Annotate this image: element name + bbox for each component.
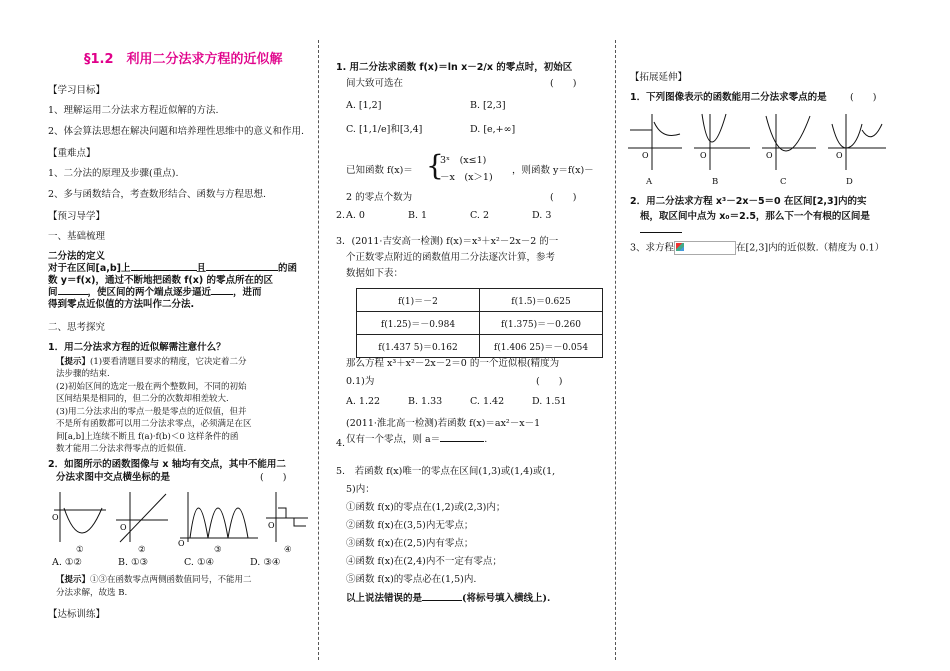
question: 分法求图中交点横坐标的是 [56, 472, 171, 483]
question: 仅有一个零点，则 a＝ . [346, 434, 488, 445]
option: B. [2,3] [470, 100, 506, 111]
table-cell: f(1.375)＝－0.260 [480, 312, 603, 335]
graph-label: ③ [214, 545, 222, 555]
question: 2 的零点个数为 [346, 192, 413, 203]
answer-paren: ( ) [550, 192, 577, 203]
table-cell: f(1.437 5)＝0.162 [357, 335, 480, 358]
question: 2．用二分法求方程 x³－2x－5＝0 在区间[2,3]内的实 [630, 196, 867, 207]
axis-origin: O [268, 521, 275, 530]
section-header: 【达标训练】 [48, 609, 106, 620]
subsection-header: 二、思考探究 [48, 322, 106, 333]
question: 5)内： [346, 484, 375, 495]
subsection-header: 一、基础梳理 [48, 231, 106, 242]
option: D. 1.51 [532, 396, 567, 407]
axis-origin: O [642, 151, 649, 160]
question-number: 2. [336, 210, 346, 221]
option: D. 3 [532, 210, 552, 221]
column-right [622, 0, 892, 671]
table-row [357, 289, 603, 312]
statement: ③函数 f(x)在(2,5)内有零点； [346, 538, 474, 549]
question: (2011·淮北高一检测)若函数 f(x)＝ax²－x－1 [346, 418, 541, 429]
question: 数据如下表： [346, 268, 404, 279]
table-row [357, 312, 603, 335]
axis-origin: O [120, 523, 127, 532]
table-cell: f(1)＝－2 [357, 289, 480, 312]
answer-paren: ( ) [550, 78, 577, 89]
hint-line: (2)初始区间的选定一般在两个整数间，不同的初始 [56, 382, 247, 392]
option: C. 1.42 [470, 396, 505, 407]
option: C. [1,1/e]和[3,4] [346, 124, 423, 135]
table-row [357, 335, 603, 358]
axis-origin: O [700, 151, 707, 160]
axis-origin: O [178, 539, 185, 548]
question: 1．用二分法求方程的近似解需注意什么？ [48, 342, 226, 353]
option: D. ③④ [250, 557, 281, 568]
question: 根，取区间中点为 x₀＝2.5，那么下一个有根的区间是 [640, 211, 870, 222]
question: 个正数零点附近的函数值用二分法逐次计算，参考 [346, 252, 556, 263]
statement: ④函数 f(x)在(2,4)内不一定有零点； [346, 556, 502, 567]
question: 1. 用二分法求函数 f(x)＝ln x－2/x 的零点时，初始区 [336, 62, 573, 73]
hint-line: 【提示】(1)要看清题目要求的精度，它决定着二分 [56, 357, 247, 367]
answer-paren: ( ) [260, 472, 287, 483]
graph-label: B [712, 177, 719, 187]
question: 5. 若函数 f(x)唯一的零点在区间(1,3)或(1,4)或(1, [336, 466, 556, 477]
page-title: §1.2 利用二分法求方程的近似解 [84, 52, 283, 67]
option: A. ①② [52, 557, 82, 568]
option: D. [e,+∞] [470, 124, 516, 135]
question: 2．如图所示的函数图像与 x 轴均有交点，其中不能用二 [48, 459, 286, 470]
axis-origin: O [52, 513, 59, 522]
piecewise-case: －x (x＞1) [440, 172, 493, 183]
question: 3、求方程 在[2,3]内的近似数.（精度为 0.1） [630, 242, 885, 254]
definition-line: 得到零点近似值的方法叫作二分法. [48, 299, 195, 310]
option: B. 1 [408, 210, 428, 221]
hint-line: 区间结果是相同的，但二分的次数却相差较大. [56, 394, 229, 404]
column-left [48, 0, 310, 671]
graph-label: ① [76, 545, 84, 555]
option: A. [1,2] [346, 100, 382, 111]
graph-label: A [646, 177, 653, 187]
axis-origin: O [836, 151, 843, 160]
question: 0.1)为 [346, 376, 375, 387]
option: C. ①④ [184, 557, 215, 568]
axis-origin: O [766, 151, 773, 160]
question: 以上说法错误的是 (将标号填入横线上). [346, 593, 551, 604]
table-cell: f(1.406 25)＝－0.054 [480, 335, 603, 358]
question: 间大致可选在 [346, 78, 404, 89]
table-cell: f(1.25)＝－0.984 [357, 312, 480, 335]
text-line: 2、多与函数结合，考查数形结合、函数与方程思想. [48, 189, 267, 200]
answer-blank [640, 232, 682, 233]
e1-graphs [626, 110, 888, 174]
graph-label: D [846, 177, 853, 187]
option: A. 0 [346, 210, 365, 221]
broken-image-icon [674, 241, 736, 255]
column-divider [318, 40, 319, 660]
hint-line: 【提示】①③在函数零点两侧函数值同号，不能用二 [56, 575, 252, 585]
section-header: 【学习目标】 [48, 85, 106, 96]
text-line: 1、理解运用二分法求方程近似解的方法. [48, 105, 219, 116]
answer-paren: ( ) [536, 376, 563, 387]
definition-line: 数 y＝f(x)，通过不断地把函数 f(x) 的零点所在的区 [48, 275, 274, 286]
q2-graphs [48, 488, 310, 548]
question-number: 4. [336, 438, 346, 449]
option: C. 2 [470, 210, 490, 221]
text-line: 1、二分法的原理及步骤(重点). [48, 168, 179, 179]
hint-line: 分法求解，故选 B. [56, 588, 128, 598]
graph-label: ② [138, 545, 146, 555]
option: B. 1.33 [408, 396, 443, 407]
option: B. ①③ [118, 557, 149, 568]
hint-line: 不是所有函数都可以用二分法求零点，必须满足在区 [56, 419, 252, 429]
values-table [356, 288, 603, 358]
hint-line: (3)用二分法求出的零点一般是零点的近似值，但并 [56, 407, 247, 417]
answer-paren: ( ) [850, 92, 877, 103]
question: ，则函数 y＝f(x)－ [512, 165, 594, 176]
table-cell: f(1.5)＝0.625 [480, 289, 603, 312]
section-header: 【预习导学】 [48, 211, 106, 222]
hint-line: 法步骤的结束. [56, 369, 110, 379]
statement: ②函数 f(x)在(3,5)内无零点； [346, 520, 474, 531]
statement: ⑤函数 f(x)的零点必在(1,5)内. [346, 574, 477, 585]
question: 1．下列图像表示的函数能用二分法求零点的是 [630, 92, 827, 103]
definition-title: 二分法的定义 [48, 251, 106, 262]
section-header: 【重难点】 [48, 148, 96, 159]
question: 那么方程 x³＋x²－2x－2＝0 的一个近似根(精度为 [346, 358, 560, 369]
piecewise-case: 3ˣ (x≤1) [440, 155, 487, 166]
option: A. 1.22 [346, 396, 381, 407]
definition-line: 间 ，使区间的两个端点逐步逼近 ，进而 [48, 287, 262, 298]
column-middle [336, 0, 606, 671]
graph-label: C [780, 177, 787, 187]
section-header: 【拓展延伸】 [630, 72, 688, 83]
hint-line: 数才能用二分法求得零点的近似值. [56, 444, 187, 454]
question: 已知函数 f(x)＝ [346, 165, 413, 176]
text-line: 2、体会算法思想在解决问题和培养理性思维中的意义和作用. [48, 126, 305, 137]
definition-line: 对于在区间[a,b]上 且 的函 [48, 263, 298, 274]
graph-label: ④ [284, 545, 292, 555]
column-divider [615, 40, 616, 660]
statement: ①函数 f(x)的零点在(1,2)或(2,3)内； [346, 502, 506, 513]
piecewise-brace: { [426, 149, 444, 182]
hint-line: 间[a,b]上连续不断且 f(a)·f(b)＜0 这样条件的函 [56, 432, 239, 442]
question: 3．(2011·吉安高一检测) f(x)＝x³＋x²－2x－2 的一 [336, 236, 559, 247]
